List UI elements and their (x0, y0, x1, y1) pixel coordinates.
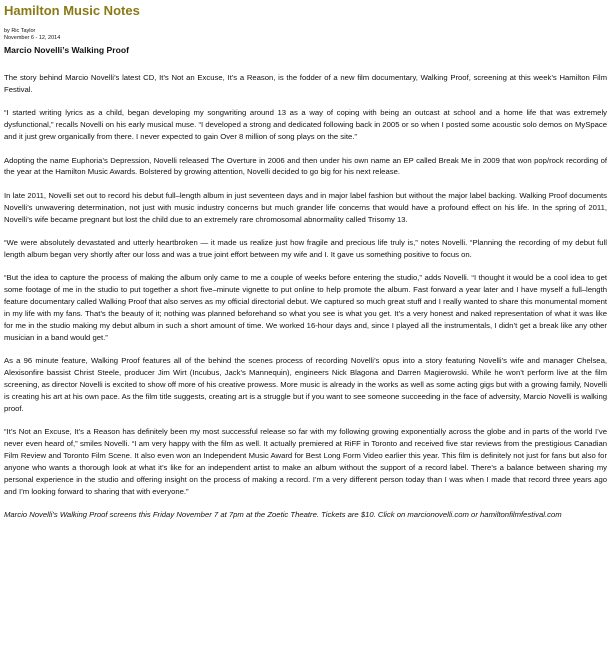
article-title: Marcio Novelli’s Walking Proof (4, 45, 129, 55)
article-paragraph: The story behind Marcio Novelli’s latest CD, It’s Not an Excuse, It’s a Reason, is the fodder of a new film documentary, Walking Proof, screening at this week’s Hamilton Film Festival. (4, 73, 607, 94)
article-paragraph: “I started writing lyrics as a child, began developing my songwriting around 13 as a way of coping with being an outcast at school and a home life that was extremely dysfunctional,” recalls Novelli on his early musical muse. “I developed a strong and dedicated following back in 2005 or so when I posted some acoustic solo demos on MySpace and it just grew organically from there. I never expected to gain Over 8 million of song plays on the site.” (4, 108, 607, 142)
article-body (4, 72, 607, 521)
article-paragraph: “We were absolutely devastated and utterly heartbroken — it made us realize just how fragile and precious life truly is,” notes Novelli. “Planning the recording of my debut full length album began very shortly after our loss and was a true joint effort between my wife and I. It gave us something positive to focus on. (4, 238, 607, 259)
article-paragraph: Adopting the name Euphoria’s Depression, Novelli released The Overture in 2006 and then under his own name an EP called Break Me in 2009 that won pop/rock recording of the year at the Hamilton Music Awards. Bolstered by growing attention, Novelli decided to go big for his next release. (4, 155, 607, 177)
article-paragraph: As a 96 minute feature, Walking Proof features all of the behind the scenes process of recording Novelli’s opus into a story featuring Novelli’s wife and manager Chelsea, Alexisonfire bassist Christ Steele, producer Jim Wirt (Incubus, Jack’s Mannequin), engineers Nick Blagona and Darren Magierowski. While he won’t perform live at the film screening, as director Novelli is excited to show off more of his creative prowess. More music is already in the works as well as some acting gigs but with a growing family, Novelli is creating his art at his own pace. As the film title suggests, creating art is a struggle but if you want to see someone succeeding in the face of adversity, Marcio Novelli is walking proof. (4, 356, 608, 413)
article-paragraph: “It’s Not an Excuse, It’s a Reason has definitely been my most successful release so far with my following growing exponentially across the globe and in parts of the world I’ve never even heard of,” smiles Novelli. “I am very happy with the film as well. It actually premiered at RiFF in Toronto and received five star reviews from the prestigious Canadian Film Review and Toronto Film Scene. It also even won an Independent Music Award for Best Long Form Video earlier this year. This film is definitely not just for fans but also for anyone who wants a thorough look at what it’s like for an independent artist to make an album without the support of a record label. There’s a balance between sharing my personal experience in the studio and offering insight on the process of making a record. I’m a very different person today than I was when I made that record three years ago and I’m looking forward to sharing that with everyone.” (4, 427, 607, 496)
byline-author: by Ric Taylor (4, 28, 36, 34)
site-title: Hamilton Music Notes (4, 3, 140, 18)
screening-info: Marcio Novelli’s Walking Proof screens this Friday November 7 at 7pm at the Zoetic Theatre. Tickets are $10. Click on marcionovelli.com or hamiltonfilmfestival.com (4, 510, 562, 520)
article-paragraph: In late 2011, Novelli set out to record his debut full–length album in just seventeen days and in major label fashion but without the major label backing. Walking Proof documents Novelli’s unwavering determination, not just with music industry concerns but much grander life concerns that would have a profound effect on his life. In the spring of 2011, Novelli’s wife became pregnant but lost the child due to an extremely rare chromosomal abnormality called Trisomy 13. (4, 190, 607, 224)
article-paragraph: “But the idea to capture the process of making the album only came to me a couple of weeks before entering the studio,” adds Novelli. “I thought it would be a cool idea to get some footage of me in the studio to put together a short five–minute vignette to put online to help promote the album. Fast forward a year later and I have myself a full–length feature documentary called Walking Proof that also serves as my official directorial debut. We captured so much great stuff and I really wanted to share this monumental moment in my life with my fans. That’s the beauty of it; nothing was planned beforehand so what you see is what you get. It’s a very honest and naked representation of what it was like for me in the studio making my debut album in such a short amount of time. We worked 16-hour days and, since I played all the instrumentals, I didn’t get a break like any other musician in a band would get.” (4, 273, 607, 342)
byline-date: November 6 - 12, 2014 (4, 35, 61, 41)
